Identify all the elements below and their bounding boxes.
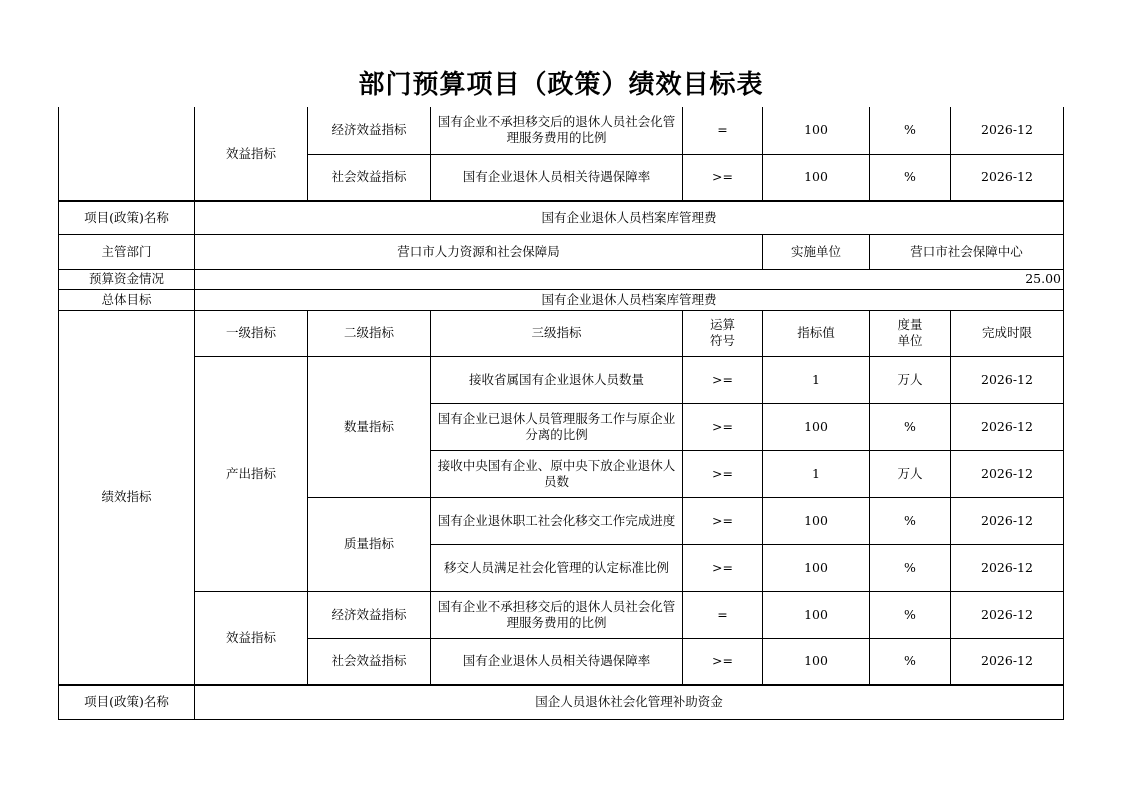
level2-cell: 数量指标 — [308, 356, 431, 497]
operator-cell: >= — [683, 403, 763, 450]
operator-cell: >= — [683, 638, 763, 685]
level3-cell: 国有企业退休人员相关待遇保障率 — [431, 638, 683, 685]
project-name-value: 国有企业退休人员档案库管理费 — [195, 201, 1064, 234]
unit-cell: 万人 — [870, 356, 951, 403]
operator-cell: >= — [683, 356, 763, 403]
table-row — [59, 685, 1064, 719]
deadline-cell: 2026-12 — [951, 154, 1064, 201]
value-cell: 100 — [763, 591, 870, 638]
dept-value: 营口市人力资源和社会保障局 — [195, 234, 763, 269]
level3-cell: 国有企业已退休人员管理服务工作与原企业分离的比例 — [431, 403, 683, 450]
operator-cell: >= — [683, 154, 763, 201]
deadline-cell: 2026-12 — [951, 450, 1064, 497]
project-name-label: 项目(政策)名称 — [59, 201, 195, 234]
operator-cell: >= — [683, 497, 763, 544]
unit-cell: % — [870, 497, 951, 544]
level2-cell: 经济效益指标 — [308, 107, 431, 154]
budget-label: 预算资金情况 — [59, 269, 195, 289]
deadline-cell: 2026-12 — [951, 591, 1064, 638]
table-row — [59, 356, 1064, 403]
deadline-cell: 2026-12 — [951, 638, 1064, 685]
level3-cell: 接收中央国有企业、原中央下放企业退休人员数 — [431, 450, 683, 497]
header-deadline: 完成时限 — [951, 310, 1064, 356]
deadline-cell: 2026-12 — [951, 356, 1064, 403]
value-cell: 100 — [763, 638, 870, 685]
goal-label: 总体目标 — [59, 289, 195, 310]
unit-cell: 万人 — [870, 450, 951, 497]
header-level1: 一级指标 — [195, 310, 308, 356]
level1-cell: 效益指标 — [195, 107, 308, 201]
level1-cell: 效益指标 — [195, 591, 308, 685]
header-unit: 度量单位 — [870, 310, 951, 356]
level2-cell: 社会效益指标 — [308, 154, 431, 201]
level3-cell: 移交人员满足社会化管理的认定标准比例 — [431, 544, 683, 591]
table-row — [59, 201, 1064, 234]
operator-cell: >= — [683, 544, 763, 591]
value-cell: 100 — [763, 154, 870, 201]
table-header-row — [59, 310, 1064, 356]
header-value: 指标值 — [763, 310, 870, 356]
unit-cell: % — [870, 154, 951, 201]
dept-label: 主管部门 — [59, 234, 195, 269]
level3-cell: 国有企业不承担移交后的退休人员社会化管理服务费用的比例 — [431, 591, 683, 638]
budget-value: 25.00 — [195, 269, 1064, 289]
value-cell: 100 — [763, 403, 870, 450]
value-cell: 100 — [763, 107, 870, 154]
page-title: 部门预算项目（政策）绩效目标表 — [358, 70, 764, 100]
header-level2: 二级指标 — [308, 310, 431, 356]
project-name-value: 国企人员退休社会化管理补助资金 — [195, 685, 1064, 719]
unit-cell: % — [870, 591, 951, 638]
value-cell: 100 — [763, 497, 870, 544]
table-row — [59, 289, 1064, 310]
unit-cell: % — [870, 544, 951, 591]
value-cell: 100 — [763, 544, 870, 591]
deadline-cell: 2026-12 — [951, 403, 1064, 450]
header-operator: 运算符号 — [683, 310, 763, 356]
project-name-label: 项目(政策)名称 — [59, 685, 195, 719]
level3-cell: 国有企业退休职工社会化移交工作完成进度 — [431, 497, 683, 544]
operator-cell: >= — [683, 450, 763, 497]
impl-value: 营口市社会保障中心 — [870, 234, 1064, 269]
unit-cell: % — [870, 638, 951, 685]
level2-cell: 社会效益指标 — [308, 638, 431, 685]
deadline-cell: 2026-12 — [951, 544, 1064, 591]
performance-target-table — [58, 107, 1064, 720]
table-row — [59, 107, 1064, 154]
level3-cell: 接收省属国有企业退休人员数量 — [431, 356, 683, 403]
level2-cell: 经济效益指标 — [308, 591, 431, 638]
impl-label: 实施单位 — [763, 234, 870, 269]
level3-cell: 国有企业不承担移交后的退休人员社会化管理服务费用的比例 — [431, 107, 683, 154]
continued-label-cell — [59, 107, 195, 201]
operator-cell: = — [683, 591, 763, 638]
value-cell: 1 — [763, 356, 870, 403]
unit-cell: % — [870, 403, 951, 450]
table-row — [59, 591, 1064, 638]
level1-cell: 产出指标 — [195, 356, 308, 591]
goal-value: 国有企业退休人员档案库管理费 — [195, 289, 1064, 310]
deadline-cell: 2026-12 — [951, 107, 1064, 154]
table-row — [59, 269, 1064, 289]
unit-cell: % — [870, 107, 951, 154]
perf-label: 绩效指标 — [59, 310, 195, 685]
level2-cell: 质量指标 — [308, 497, 431, 591]
value-cell: 1 — [763, 450, 870, 497]
table-row — [59, 234, 1064, 269]
deadline-cell: 2026-12 — [951, 497, 1064, 544]
level3-cell: 国有企业退休人员相关待遇保障率 — [431, 154, 683, 201]
header-level3: 三级指标 — [431, 310, 683, 356]
operator-cell: = — [683, 107, 763, 154]
